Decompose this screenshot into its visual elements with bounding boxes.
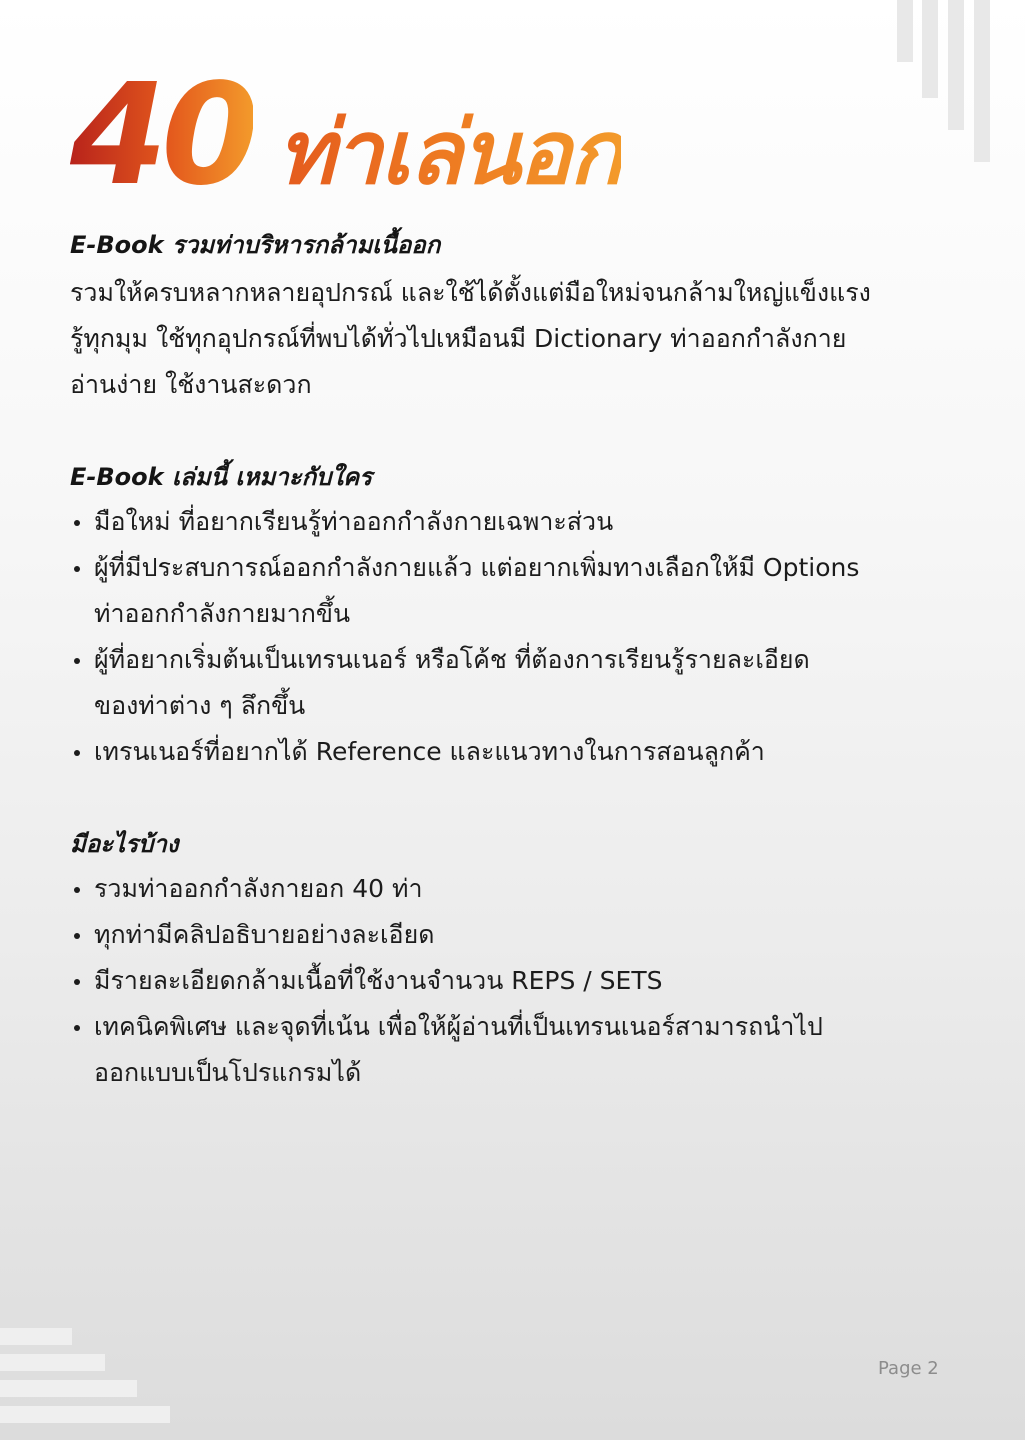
audience-section [70, 460, 995, 775]
list-item-line: ท่าออกกำลังกายมากขึ้น [94, 599, 351, 628]
paragraph-line: อ่านง่าย ใช้งานสะดวก [70, 370, 312, 399]
bullet-dot [74, 887, 80, 893]
audience-heading: E-Book เล่มนี้ เหมาะกับใคร [70, 463, 373, 491]
contents-section [70, 827, 995, 1096]
contents-heading: มีอะไรบ้าง [70, 830, 179, 858]
bullet-dot [74, 979, 80, 985]
list-item-line: ผู้ที่อยากเริ่มต้นเป็นเทรนเนอร์ หรือโค้ช ที่ต้องการเรียนรู้รายละเอียด [94, 645, 810, 674]
intro-section [70, 228, 995, 408]
list-item-line: มีรายละเอียดกล้ามเนื้อที่ใช้งานจำนวน REPS / SETS [94, 966, 663, 995]
list-item [70, 866, 995, 912]
list-item-line: เทคนิคพิเศษ และจุดที่เน้น เพื่อให้ผู้อ่านที่เป็นเทรนเนอร์สามารถนำไป [94, 1012, 823, 1041]
bullet-dot [74, 750, 80, 756]
title-text: ท่าเล่นอก [276, 101, 621, 204]
list-item-line: ของท่าต่าง ๆ ลึกขึ้น [94, 691, 306, 720]
list-item-line: มือใหม่ ที่อยากเรียนรู้ท่าออกกำลังกายเฉพาะส่วน [94, 507, 614, 536]
decorative-bar [0, 1328, 72, 1345]
list-item [70, 545, 995, 637]
intro-heading: E-Book รวมท่าบริหารกล้ามเนื้ออก [70, 231, 441, 259]
list-item-line: ผู้ที่มีประสบการณ์ออกกำลังกายแล้ว แต่อยากเพิ่มทางเลือกให้มี Options [94, 553, 860, 582]
list-item-line: ออกแบบเป็นโปรแกรมได้ [94, 1058, 362, 1087]
list-item [70, 912, 995, 958]
page-number: Page 2 [878, 1358, 939, 1379]
list-item-line: ทุกท่ามีคลิปอธิบายอย่างละเอียด [94, 920, 435, 949]
paragraph-line: รู้ทุกมุม ใช้ทุกอุปกรณ์ที่พบได้ทั่วไปเหมือนมี Dictionary ท่าออกกำลังกาย [70, 324, 847, 353]
bullet-dot [74, 520, 80, 526]
paragraph-line: รวมให้ครบหลากหลายอุปกรณ์ และใช้ได้ตั้งแต่มือใหม่จนกล้ามใหญ่แข็งแรง [70, 278, 871, 307]
bullet-dot [74, 658, 80, 664]
list-item [70, 958, 995, 1004]
page-title [70, 54, 995, 217]
title-number: 40 [70, 54, 253, 217]
list-item [70, 499, 995, 545]
decorative-bar [0, 1380, 137, 1397]
list-item-line: รวมท่าออกกำลังกายอก 40 ท่า [94, 874, 423, 903]
bullet-dot [74, 566, 80, 572]
decorative-bar [0, 1354, 105, 1371]
decorative-bar [897, 0, 913, 62]
bullet-dot [74, 1025, 80, 1031]
contents-list [70, 866, 995, 1096]
list-item [70, 729, 995, 775]
decorative-bar [0, 1406, 170, 1423]
page-content [70, 54, 995, 1096]
audience-list [70, 499, 995, 775]
list-item-line: เทรนเนอร์ที่อยากได้ Reference และแนวทางในการสอนลูกค้า [94, 737, 765, 766]
bullet-dot [74, 933, 80, 939]
list-item [70, 1004, 995, 1096]
intro-paragraph [70, 270, 995, 408]
list-item [70, 637, 995, 729]
